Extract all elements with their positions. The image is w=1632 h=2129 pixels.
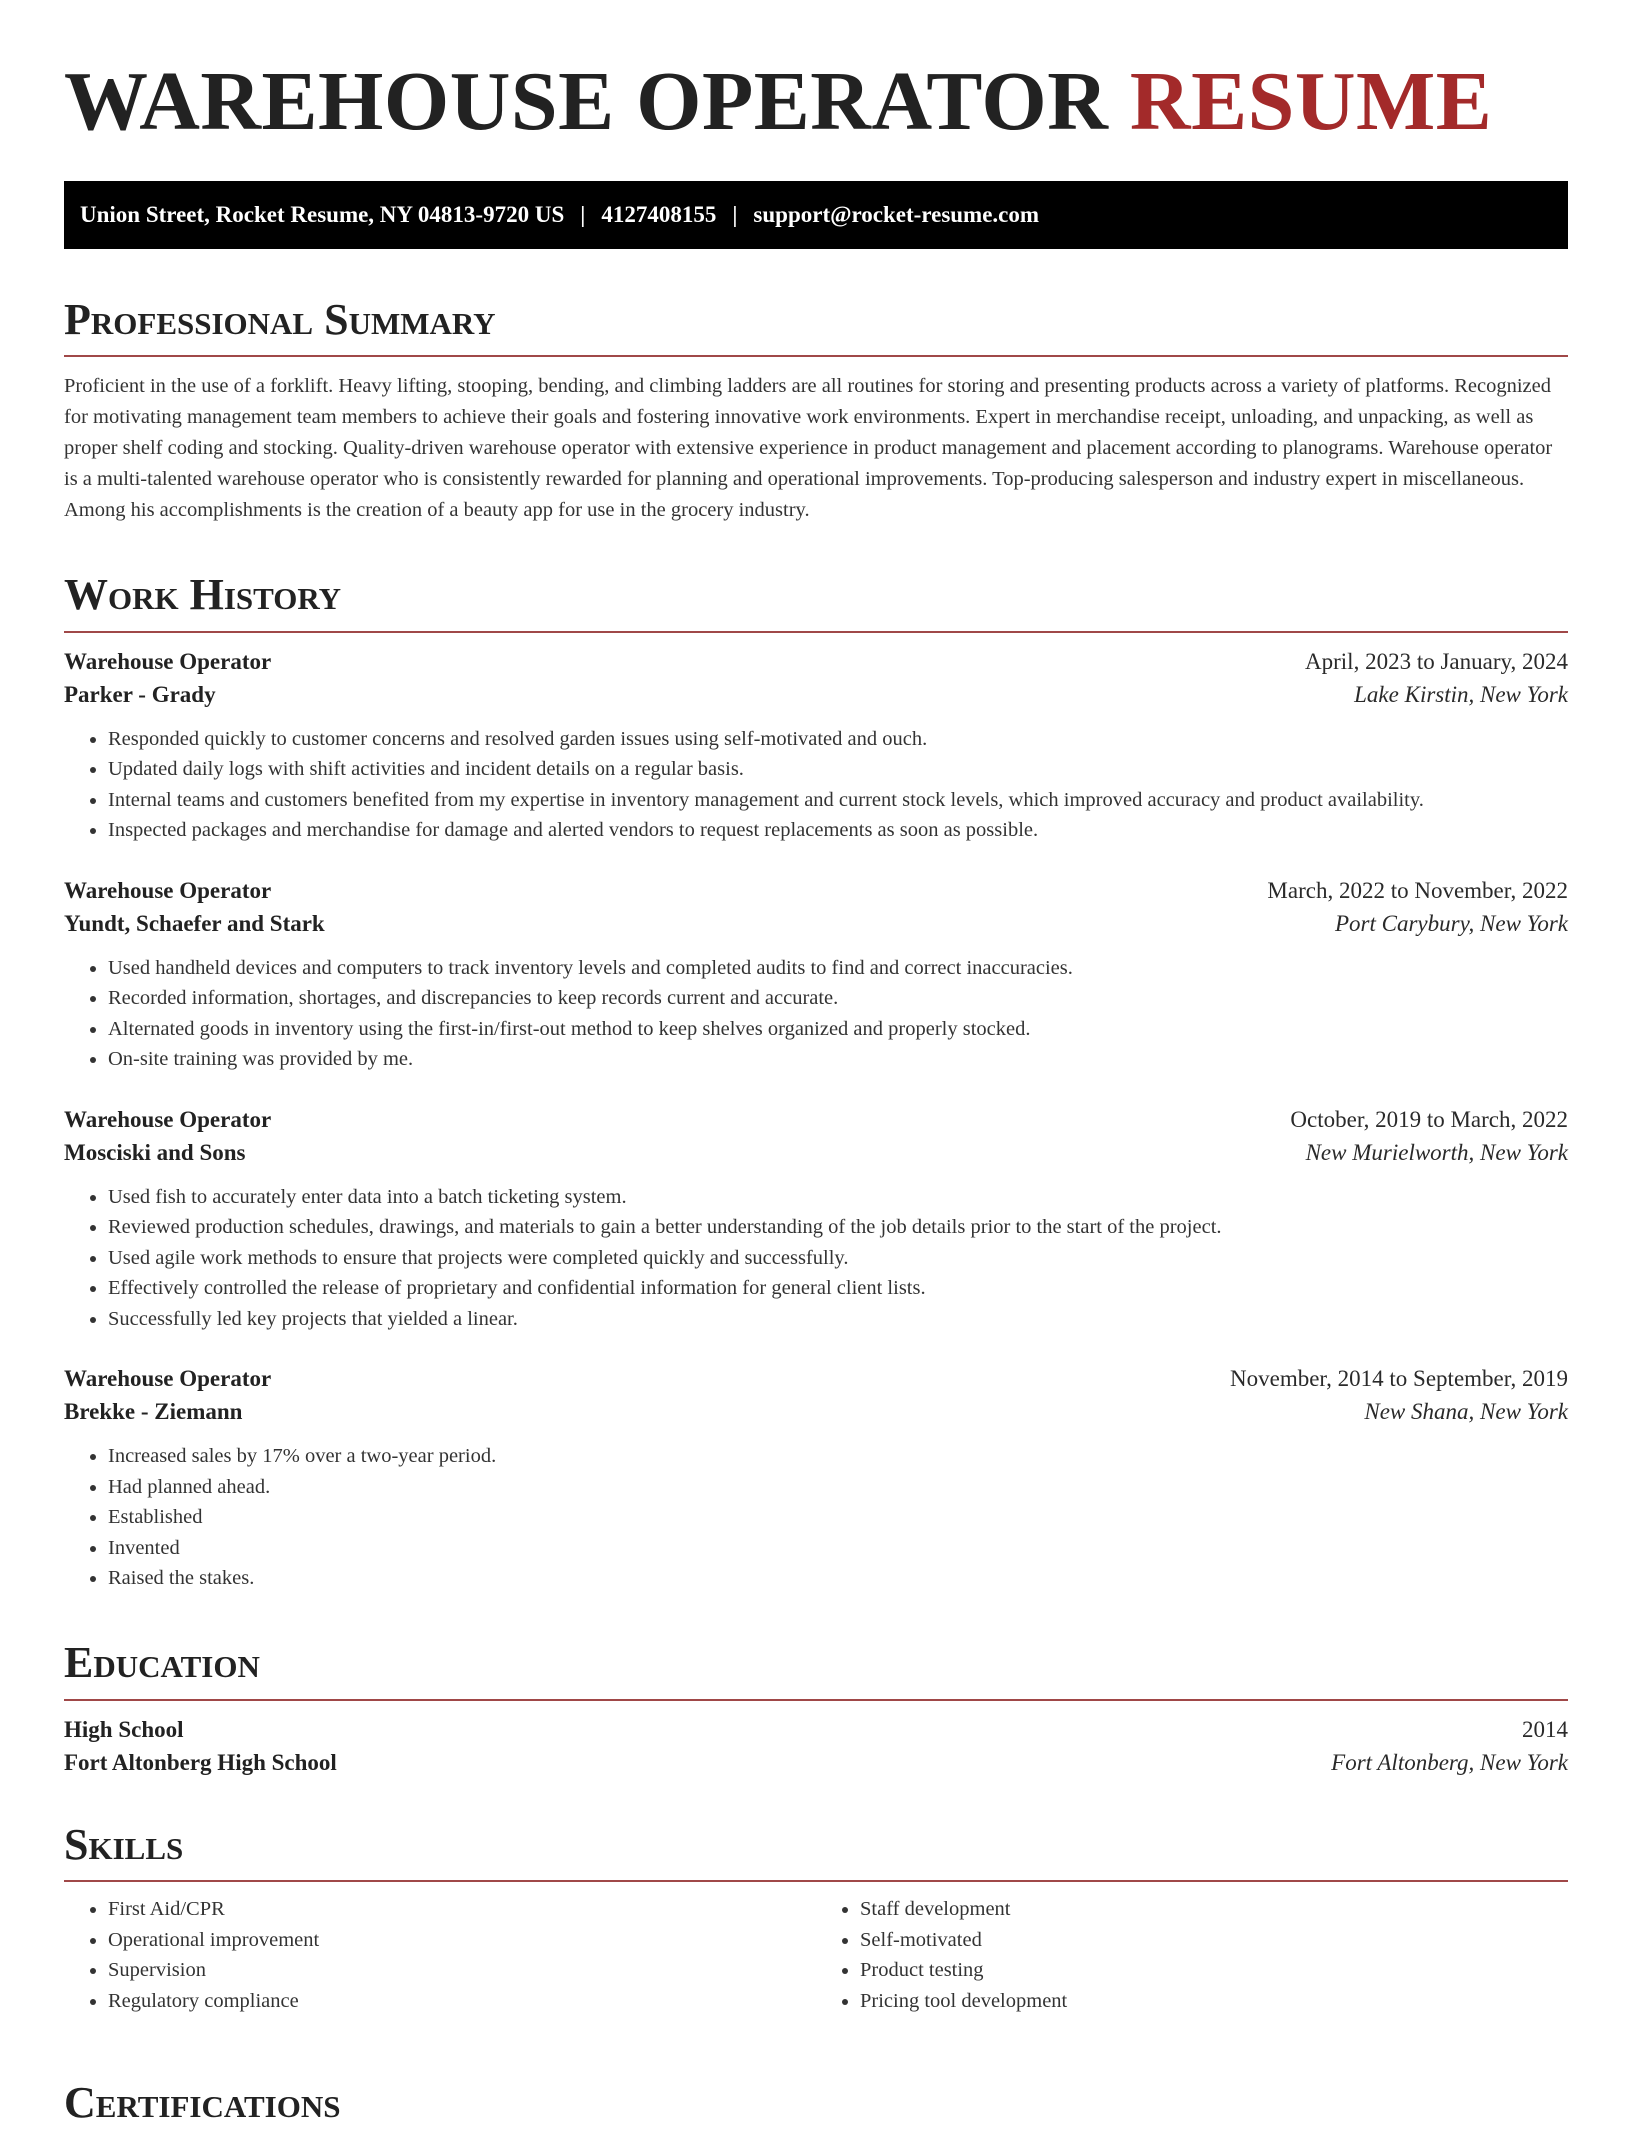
job-bullet: • Used handheld devices and computers to track inventory levels and completed audits to find and correct inaccuracies. (108, 953, 1568, 984)
skill-item: • Pricing tool development (860, 1986, 1568, 2017)
education-year: 2014 (1522, 1716, 1568, 1742)
job-bullet: • Raised the stakes. (108, 1563, 1568, 1594)
job-bullet: • Used agile work methods to ensure that projects were completed quickly and successfully. (108, 1243, 1568, 1274)
education-section (64, 1638, 1568, 1776)
work-history-heading: Work History (64, 570, 1568, 633)
job-entry (64, 1107, 1568, 1335)
job-bullets (64, 1441, 1568, 1594)
education-degree: High School (64, 1716, 184, 1742)
skills-section (64, 1820, 1568, 2017)
job-bullet: • Internal teams and customers benefited from my expertise in inventory management and current stock levels, which improved accuracy and product availability. (108, 785, 1568, 816)
job-dates: March, 2022 to November, 2022 (1267, 877, 1568, 903)
job-bullets (64, 724, 1568, 846)
job-dates: April, 2023 to January, 2024 (1305, 648, 1568, 674)
skill-item: • Product testing (860, 1955, 1568, 1986)
skill-item: • Self-motivated (860, 1925, 1568, 1956)
contact-address: Union Street, Rocket Resume, NY 04813-9720 US (80, 201, 565, 227)
summary-section (64, 295, 1568, 527)
resume-title (64, 52, 1568, 153)
job-location: New Murielworth, New York (1305, 1139, 1568, 1165)
skills-grid (64, 1894, 1568, 2016)
job-bullet: • Updated daily logs with shift activities and incident details on a regular basis. (108, 754, 1568, 785)
title-accent: RESUME (1129, 55, 1493, 148)
job-entry (64, 1366, 1568, 1594)
job-title: Warehouse Operator (64, 1366, 272, 1392)
work-history-section (64, 570, 1568, 1594)
skill-item: • Regulatory compliance (108, 1986, 816, 2017)
job-bullet: • Used fish to accurately enter data into a batch ticketing system. (108, 1182, 1568, 1213)
contact-email: support@rocket-resume.com (753, 201, 1040, 227)
job-entry (64, 649, 1568, 846)
job-location: Port Carybury, New York (1334, 910, 1568, 936)
job-entry (64, 878, 1568, 1075)
job-bullet: • Had planned ahead. (108, 1472, 1568, 1503)
job-bullet: • Inspected packages and merchandise for damage and alerted vendors to request replacements as soon as possible. (108, 815, 1568, 846)
title-main: WAREHOUSE OPERATOR (64, 55, 1109, 148)
job-location: Lake Kirstin, New York (1354, 681, 1568, 707)
job-title: Warehouse Operator (64, 877, 272, 903)
education-heading: Education (64, 1638, 1568, 1701)
job-bullet: • Effectively controlled the release of proprietary and confidential information for general client lists. (108, 1273, 1568, 1304)
job-list (64, 649, 1568, 1594)
job-company: Yundt, Schaefer and Stark (64, 910, 325, 936)
job-bullet: • Successfully led key projects that yielded a linear. (108, 1304, 1568, 1335)
job-company: Mosciski and Sons (64, 1139, 246, 1165)
education-location: Fort Altonberg, New York (1331, 1749, 1568, 1775)
certifications-heading: Certifications (64, 2078, 341, 2127)
job-bullet: • Responded quickly to customer concerns and resolved garden issues using self-motivated and ouch. (108, 724, 1568, 755)
summary-heading: Professional Summary (64, 295, 1568, 358)
contact-phone: 4127408155 (601, 201, 717, 227)
contact-bar (64, 181, 1568, 249)
job-bullet: • Alternated goods in inventory using the first-in/first-out method to keep shelves organized and properly stocked. (108, 1014, 1568, 1045)
skill-item: • Staff development (860, 1894, 1568, 1925)
skill-item: • Operational improvement (108, 1925, 816, 1956)
job-bullets (64, 1182, 1568, 1335)
skill-item: • Supervision (108, 1955, 816, 1986)
job-bullet: • On-site training was provided by me. (108, 1044, 1568, 1075)
job-dates: October, 2019 to March, 2022 (1290, 1106, 1568, 1132)
job-title: Warehouse Operator (64, 648, 272, 674)
summary-text: Proficient in the use of a forklift. Heavy lifting, stooping, bending, and climbing ladders are all routines for storing and presenting products across a variety of platforms. Recognized for motivating management team members to achieve their goals and fostering innovative work environments. Expert in merchandise receipt, unloading, and unpacking, as well as proper shelf coding and stocking. Quality-driven warehouse operator with extensive experience in product management and placement according to planograms. Warehouse operator is a multi-talented warehouse operator who is consistently rewarded for planning and operational improvements. Top-producing salesperson and industry expert in miscellaneous. Among his accomplishments is the creation of a beauty app for use in the grocery industry. (64, 375, 1553, 522)
job-company: Brekke - Ziemann (64, 1399, 243, 1425)
job-bullets (64, 953, 1568, 1075)
job-bullet: • Increased sales by 17% over a two-year period. (108, 1441, 1568, 1472)
job-bullet: • Invented (108, 1533, 1568, 1564)
job-bullet: • Recorded information, shortages, and discrepancies to keep records current and accurate. (108, 983, 1568, 1014)
job-bullet: • Reviewed production schedules, drawings, and materials to gain a better understanding of the job details prior to the start of the project. (108, 1212, 1568, 1243)
job-bullet: • Established (108, 1502, 1568, 1533)
job-location: New Shana, New York (1364, 1399, 1568, 1425)
education-entry (64, 1717, 1568, 1776)
contact-separator: | (732, 201, 738, 227)
job-dates: November, 2014 to September, 2019 (1230, 1366, 1568, 1392)
job-company: Parker - Grady (64, 681, 216, 707)
education-school: Fort Altonberg High School (64, 1749, 337, 1775)
skills-list-left (64, 1894, 816, 2016)
skill-item: • First Aid/CPR (108, 1894, 816, 1925)
job-title: Warehouse Operator (64, 1106, 272, 1132)
contact-separator: | (580, 201, 586, 227)
skills-list-right (816, 1894, 1568, 2016)
skills-heading: Skills (64, 1820, 1568, 1883)
